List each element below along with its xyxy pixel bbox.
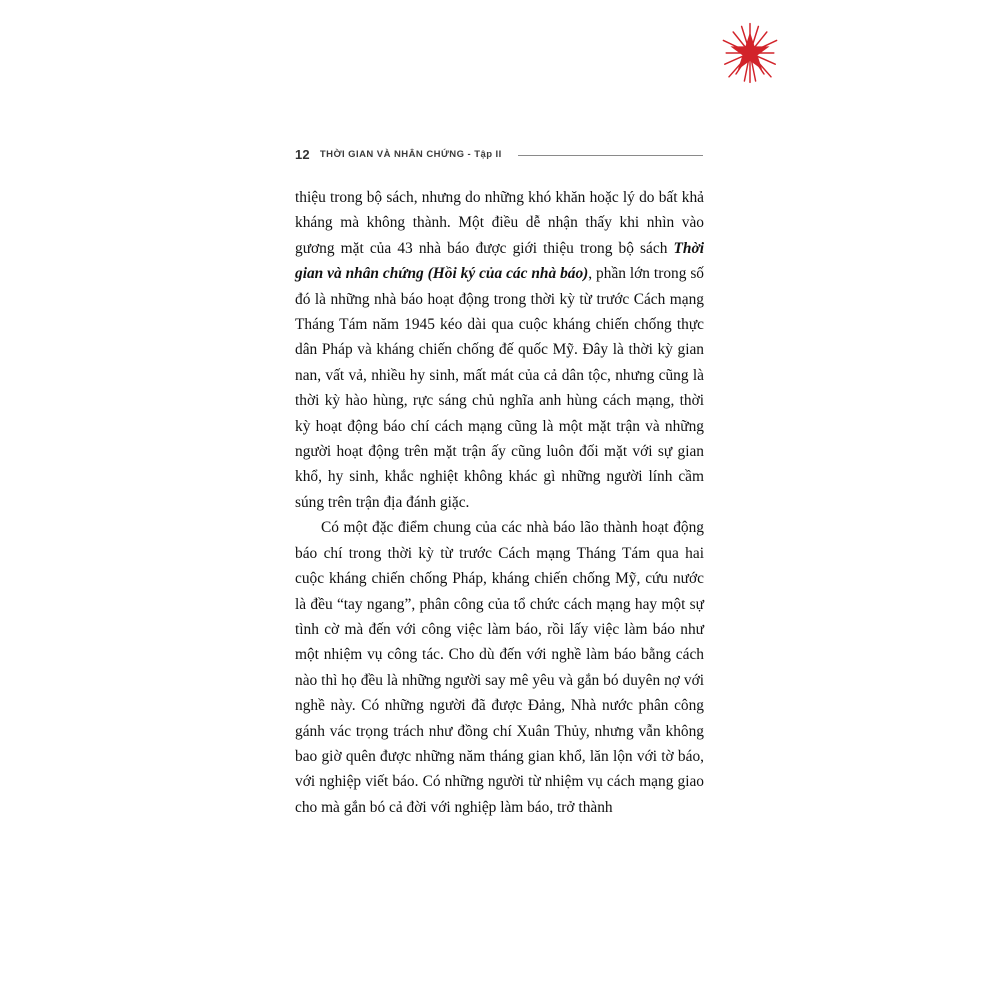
- text-run: , phần lớn trong số đó là những nhà báo hoạt động trong thời kỳ từ trước Cách mạng Tháng Tám năm 1945 kéo dài qua cuộc kháng chiến chống thực dân Pháp và kháng chiến chống đế quốc Mỹ. Đây là thời kỳ gian nan, vất vả, nhiều hy sinh, mất mát của cả dân tộc, nhưng cũng là thời kỳ hào hùng, rực sáng chủ nghĩa anh hùng cách mạng, thời kỳ hoạt động báo chí cách mạng cũng là một mặt trận và những người hoạt động trên mặt trận ấy cũng luôn đối mặt với sự gian khổ, hy sinh, khắc nghiệt không khác gì những người lính cầm súng trên trận địa đánh giặc.: [295, 265, 705, 511]
- body-text-column: [295, 185, 704, 820]
- running-head: [295, 144, 703, 164]
- paragraph-1: [295, 185, 704, 515]
- running-head-title: THỜI GIAN VÀ NHÂN CHỨNG - Tập II: [319, 148, 502, 160]
- text-run: thiệu trong bộ sách, nhưng do những khó khăn hoặc lý do bất khả kháng mà không thành. Một điều dễ nhận thấy khi nhìn vào gương mặt của 43 nhà báo được giới thiệu trong bộ sách: [295, 189, 704, 257]
- text-run: Có một đặc điểm chung của các nhà báo lão thành hoạt động báo chí trong thời kỳ từ trước Cách mạng Tháng Tám qua hai cuộc kháng chiến chống Pháp, kháng chiến chống Mỹ, cứu nước là đều “tay ngang”, phân công của tổ chức cách mạng hay một sự tình cờ mà đến với công việc làm báo, rồi lấy việc làm báo như một nhiệm vụ công tác. Cho dù đến với nghề làm báo bằng cách nào thì họ đều là những người say mê yêu và gắn bó duyên nợ với nghề này. Có những người đã được Đảng, Nhà nước phân công gánh vác trọng trách như đồng chí Xuân Thủy, nhưng vẫn không bao giờ quên được những năm tháng gian khổ, lăn lộn với tờ báo, với nghiệp viết báo. Có những người từ nhiệm vụ cách mạng giao cho mà gắn bó cả đời với nghiệp làm báo, trở thành: [295, 519, 704, 816]
- page-number: 12: [295, 146, 310, 162]
- red-star-emblem-icon: [715, 18, 785, 88]
- running-head-rule: [518, 155, 703, 156]
- paragraph-2: [295, 515, 704, 820]
- book-title-emphasis: Thời gian và nhân chứng (Hồi ký của các nhà báo): [295, 239, 704, 283]
